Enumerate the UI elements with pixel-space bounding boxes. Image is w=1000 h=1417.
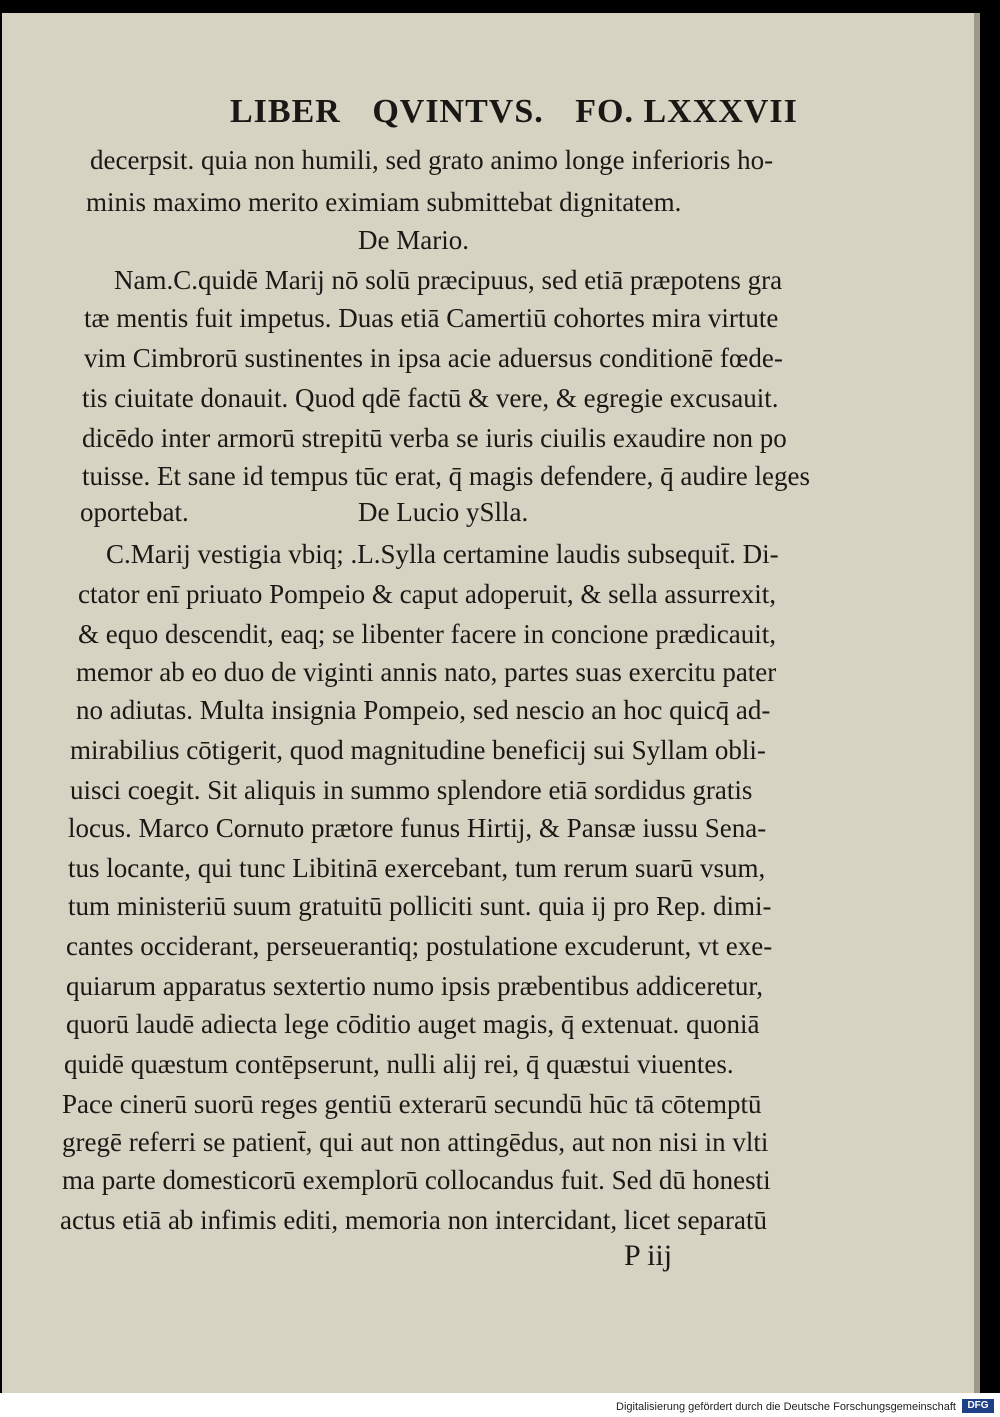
text-line: ma parte domesticorū exemplorū collocandus fuit. Sed dū honesti [62, 1165, 771, 1195]
header-book: LIBER [230, 93, 341, 130]
text-line: ctator enī priuato Pompeio & caput adoperuit, & sella assurrexit, [78, 579, 777, 609]
text-line: & equo descendit, eaq; se libenter facere in concione prædicauit, [78, 619, 776, 649]
text-line: quiarum apparatus sextertio numo ipsis præbentibus addiceretur, [66, 971, 764, 1001]
text-line: tum ministeriū suum gratuitū polliciti sunt. quia ij pro Rep. dimi- [68, 891, 772, 921]
dfg-logo-icon: DFG [962, 1399, 994, 1413]
text-line: minis maximo merito eximiam submittebat dignitatem. [86, 187, 682, 217]
book-page [2, 13, 980, 1393]
text-line: C.Marij vestigia vbiq; .L.Sylla certamine laudis subsequit̄. Di- [106, 539, 779, 569]
text-line: oportebat. [80, 497, 189, 527]
text-line: Nam.C.quidē Marij nō solū præcipuus, sed etiā præpotens gra [114, 265, 783, 295]
text-line: tæ mentis fuit impetus. Duas etiā Camertiū cohortes mira virtute [84, 303, 779, 333]
text-line: locus. Marco Cornuto prætore funus Hirtij, & Pansæ iussu Sena- [68, 813, 767, 843]
text-line: tuisse. Et sane id tempus tūc erat, q̄ magis defendere, q̄ audire leges [82, 461, 811, 491]
footer-bar [0, 1393, 1000, 1417]
text-line: tis ciuitate donauit. Quod qdē factū & vere, & egregie excusauit. [82, 383, 779, 413]
header-part: QVINTVS. [372, 93, 544, 130]
text-line: no adiutas. Multa insignia Pompeio, sed nescio an hoc quicq̄ ad- [76, 695, 771, 725]
text-line: mirabilius cōtigerit, quod magnitudine beneficij sui Syllam obli- [70, 735, 766, 765]
header-folio: FO. LXXXVII [575, 93, 798, 130]
text-line: cantes occiderant, perseuerantiq; postulatione excuderunt, vt exe- [66, 931, 773, 961]
text-line: gregē referri se patient̄, qui aut non attingēdus, aut non nisi in vlti [62, 1127, 769, 1157]
text-line: uisci coegit. Sit aliquis in summo splendore etiā sordidus gratis [70, 775, 753, 805]
text-line: decerpsit. quia non humili, sed grato animo longe inferioris ho- [90, 145, 774, 175]
text-line: tus locante, qui tunc Libitinā exercebant, tum rerum suarū vsum, [68, 853, 766, 883]
text-line: quidē quæstum contēpserunt, nulli alij rei, q̄ quæstui viuentes. [64, 1049, 734, 1079]
text-line: memor ab eo duo de viginti annis nato, partes suas exercitu pater [76, 657, 777, 687]
text-line: dicēdo inter armorū strepitū verba se iuris ciuilis exaudire non po [82, 423, 787, 453]
signature-mark: P iij [624, 1239, 673, 1272]
section-heading-de-mario: De Mario. [358, 225, 469, 255]
funding-credit: Digitalisierung gefördert durch die Deutsche Forschungsgemeinschaft [616, 1401, 956, 1413]
text-line: quorū laudē adiecta lege cōditio auget magis, q̄ extenuat. quoniā [66, 1009, 760, 1039]
text-line: vim Cimbrorū sustinentes in ipsa acie aduersus conditionē fœde- [84, 343, 783, 373]
text-line: actus etiā ab infimis editi, memoria non intercidant, licet separatū [60, 1205, 768, 1235]
running-header [230, 93, 820, 131]
text-line: Pace cinerū suorū reges gentiū exterarū secundū hūc tā cōtemptū [62, 1089, 762, 1119]
section-heading-de-lucio: De Lucio ySlla. [358, 497, 529, 527]
